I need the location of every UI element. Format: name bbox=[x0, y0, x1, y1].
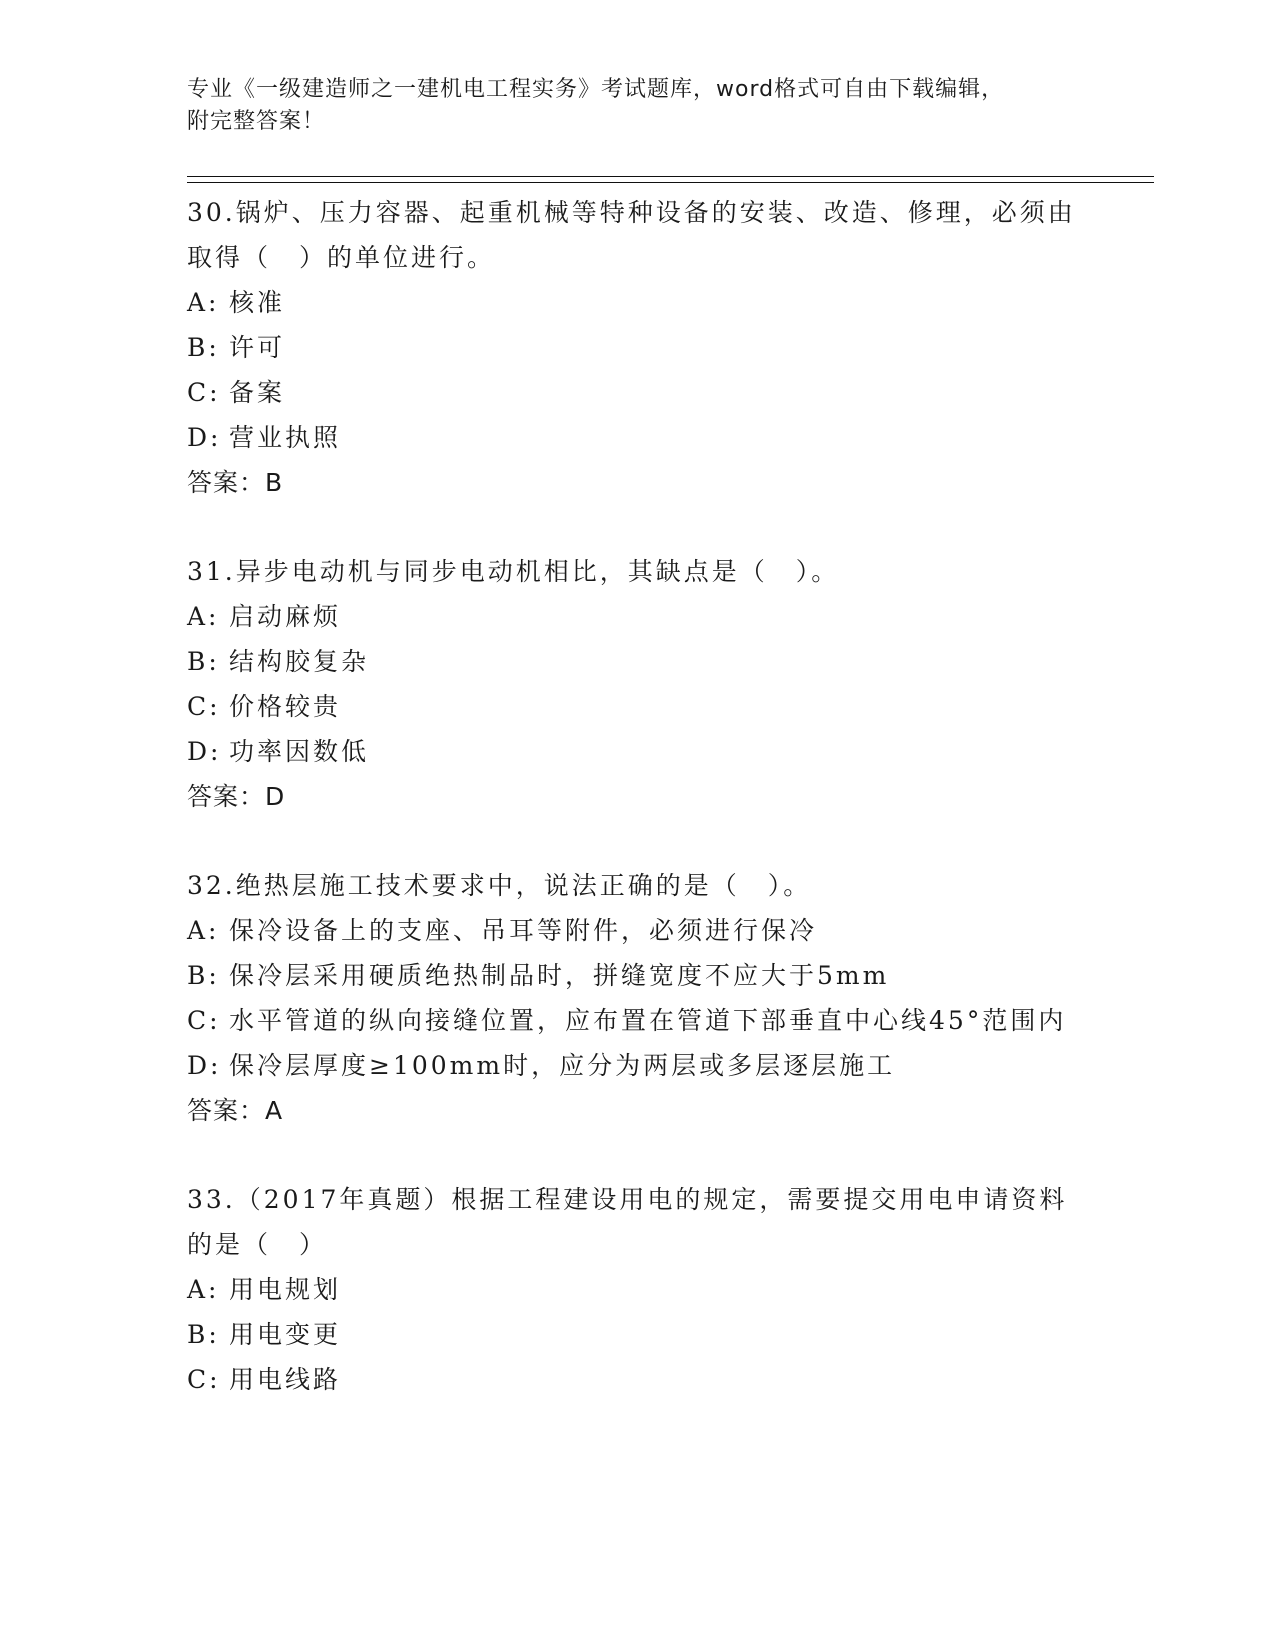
option-text: 结构胶复杂 bbox=[229, 647, 370, 676]
option-label: A: bbox=[187, 288, 220, 317]
option-label: D: bbox=[187, 423, 222, 452]
option-label: C: bbox=[187, 1365, 221, 1394]
option-b bbox=[187, 639, 1087, 684]
option-a bbox=[187, 908, 1087, 953]
question-33 bbox=[187, 1177, 1087, 1402]
option-text: 水平管道的纵向接缝位置，应布置在管道下部垂直中心线45°范围内 bbox=[229, 1006, 1067, 1035]
option-label: B: bbox=[187, 961, 220, 990]
option-c bbox=[187, 998, 1087, 1043]
option-a bbox=[187, 1267, 1087, 1312]
option-label: B: bbox=[187, 333, 220, 362]
option-label: A: bbox=[187, 602, 220, 631]
header-divider-bottom bbox=[187, 182, 1154, 183]
question-stem: 33.（2017年真题）根据工程建设用电的规定，需要提交用电申请资料的是（ ） bbox=[187, 1185, 1068, 1259]
option-text: 营业执照 bbox=[229, 423, 342, 452]
option-text: 用电变更 bbox=[229, 1320, 342, 1349]
option-text: 价格较贵 bbox=[229, 692, 342, 721]
option-label: A: bbox=[187, 1275, 220, 1304]
option-text: 保冷层厚度≥100mm时，应分为两层或多层逐层施工 bbox=[229, 1051, 896, 1080]
option-d bbox=[187, 415, 1087, 460]
option-c bbox=[187, 684, 1087, 729]
option-label: D: bbox=[187, 1051, 222, 1080]
question-stem: 30.锅炉、压力容器、起重机械等特种设备的安装、改造、修理，必须由取得（ ）的单位进行。 bbox=[187, 198, 1076, 272]
header-divider-top bbox=[187, 176, 1154, 177]
answer-line: 答案：A bbox=[187, 1096, 284, 1125]
option-a bbox=[187, 594, 1087, 639]
option-label: C: bbox=[187, 1006, 221, 1035]
option-b bbox=[187, 325, 1087, 370]
question-32 bbox=[187, 863, 1087, 1133]
option-label: C: bbox=[187, 378, 221, 407]
document-header bbox=[187, 74, 1067, 138]
option-label: B: bbox=[187, 1320, 220, 1349]
option-d bbox=[187, 1043, 1087, 1088]
option-label: C: bbox=[187, 692, 221, 721]
option-a bbox=[187, 280, 1087, 325]
option-c bbox=[187, 370, 1087, 415]
option-text: 许可 bbox=[229, 333, 286, 362]
question-31 bbox=[187, 549, 1087, 819]
option-d bbox=[187, 729, 1087, 774]
option-text: 核准 bbox=[229, 288, 286, 317]
option-text: 保冷层采用硬质绝热制品时，拼缝宽度不应大于5mm bbox=[229, 961, 890, 990]
option-b bbox=[187, 1312, 1087, 1357]
option-text: 备案 bbox=[229, 378, 286, 407]
option-text: 启动麻烦 bbox=[229, 602, 342, 631]
question-stem: 31.异步电动机与同步电动机相比，其缺点是（ ）。 bbox=[187, 557, 840, 586]
question-stem: 32.绝热层施工技术要求中，说法正确的是（ ）。 bbox=[187, 871, 812, 900]
question-list bbox=[187, 190, 1087, 1446]
option-text: 功率因数低 bbox=[229, 737, 370, 766]
option-label: D: bbox=[187, 737, 222, 766]
option-text: 用电线路 bbox=[229, 1365, 342, 1394]
header-line-2: 附完整答案！ bbox=[187, 109, 326, 134]
question-30 bbox=[187, 190, 1087, 505]
option-label: B: bbox=[187, 647, 220, 676]
option-label: A: bbox=[187, 916, 220, 945]
option-text: 用电规划 bbox=[229, 1275, 342, 1304]
option-b bbox=[187, 953, 1087, 998]
answer-line: 答案：B bbox=[187, 468, 284, 497]
option-text: 保冷设备上的支座、吊耳等附件，必须进行保冷 bbox=[229, 916, 818, 945]
option-c bbox=[187, 1357, 1087, 1402]
header-line-1: 专业《一级建造师之一建机电工程实务》考试题库，word格式可自由下载编辑， bbox=[187, 77, 1005, 102]
answer-line: 答案：D bbox=[187, 782, 286, 811]
